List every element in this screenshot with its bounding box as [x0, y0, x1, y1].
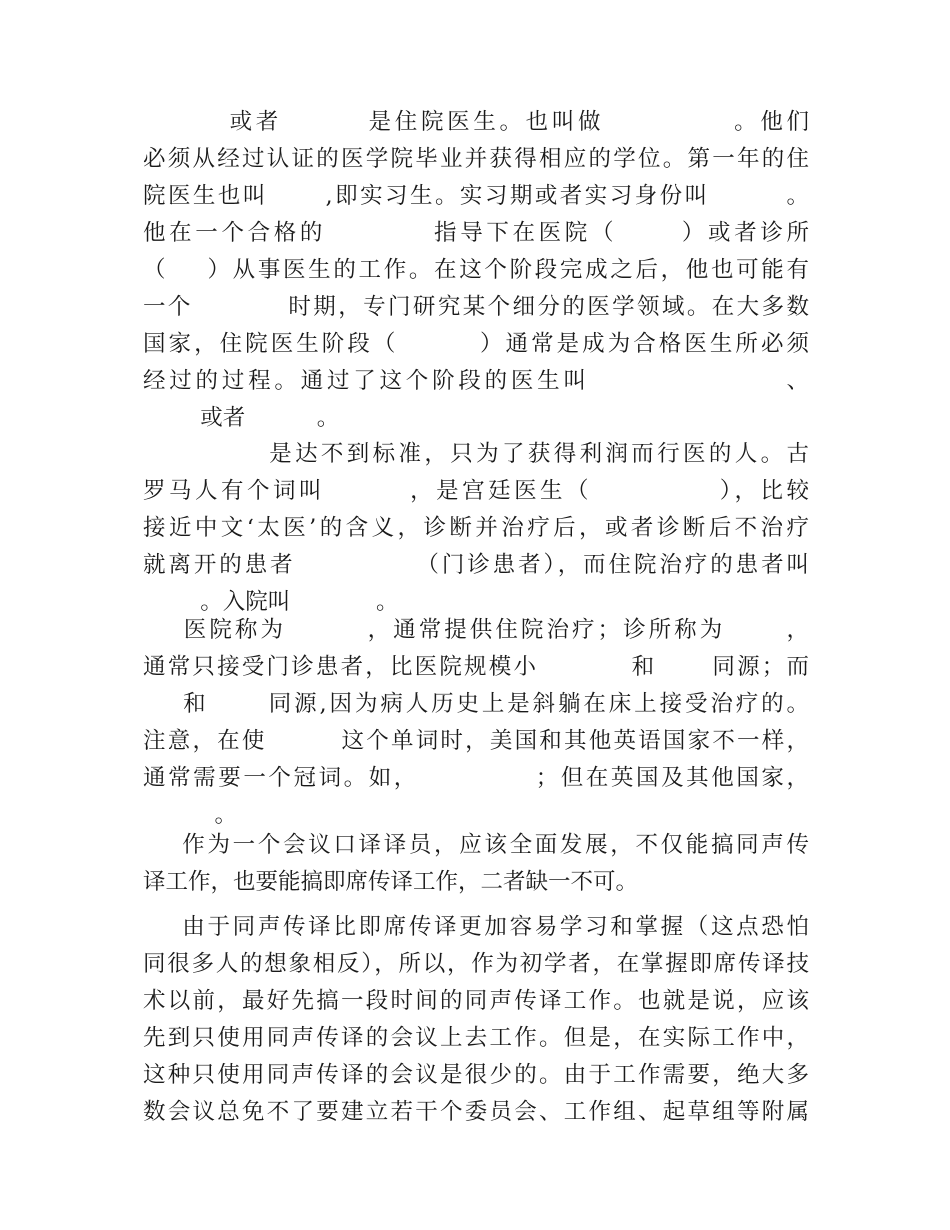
text-line: 或者 是住院医生。也叫做 。他们 [143, 109, 809, 135]
text-line: 注意，在使 这个单词时，美国和其他英语国家不一样， [143, 728, 809, 754]
text-line: 术以前，最好先搞一段时间的同声传译工作。也就是说，应该 [143, 988, 809, 1014]
text-line: 院医生也叫 ,即实习生。实习期或者实习身份叫 。 [143, 183, 809, 209]
text-line: 。入院叫 。 [143, 589, 399, 615]
text-line: 先到只使用同声传译的会议上去工作。但是，在实际工作中， [143, 1025, 809, 1051]
text-line: 。 [143, 802, 238, 828]
text-line: 一个 时期，专门研究某个细分的医学领域。在大多数 [143, 294, 809, 320]
text-line: 接近中文‘太医’的含义，诊断并治疗后，或者诊断后不治疗 [143, 515, 809, 541]
text-line: 同很多人的想象相反），所以，作为初学者，在掌握即席传译技 [143, 951, 809, 977]
text-line: 医院称为 ，通常提供住院治疗；诊所称为 ， [143, 617, 809, 643]
text-line: 或者 。 [143, 405, 340, 431]
text-line: 通常需要一个冠词。如， ；但在英国及其他国家， [143, 765, 809, 791]
text-line: 经过的过程。通过了这个阶段的医生叫 、 [143, 368, 809, 394]
text-line: 和 同源,因为病人历史上是斜躺在床上接受治疗的。 [143, 691, 809, 717]
text-line: 通常只接受门诊患者，比医院规模小 和 同源；而 [143, 654, 809, 680]
text-line: 是达不到标准，只为了获得利润而行医的人。古 [143, 441, 809, 467]
text-line: 这种只使用同声传译的会议是很少的。由于工作需要，绝大多 [143, 1062, 809, 1088]
text-line: 国家，住院医生阶段（ ）通常是成为合格医生所必须 [143, 331, 809, 357]
text-line: 由于同声传译比即席传译更加容易学习和掌握（这点恐怕 [143, 914, 809, 940]
text-line: 罗马人有个词叫 ，是宫廷医生（ ），比较 [143, 478, 809, 504]
text-line: 就离开的患者 （门诊患者），而住院治疗的患者叫 [143, 552, 809, 578]
text-line: （ ）从事医生的工作。在这个阶段完成之后，他也可能有 [143, 257, 809, 283]
text-line: 必须从经过认证的医学院毕业并获得相应的学位。第一年的住 [143, 146, 809, 172]
text-line: 作为一个会议口译译员，应该全面发展，不仅能搞同声传 [143, 832, 809, 858]
text-line: 译工作，也要能搞即席传译工作，二者缺一不可。 [143, 869, 639, 895]
text-line: 数会议总免不了要建立若干个委员会、工作组、起草组等附属 [143, 1099, 809, 1125]
text-line: 他在一个合格的 指导下在医院（ ）或者诊所 [143, 220, 809, 246]
